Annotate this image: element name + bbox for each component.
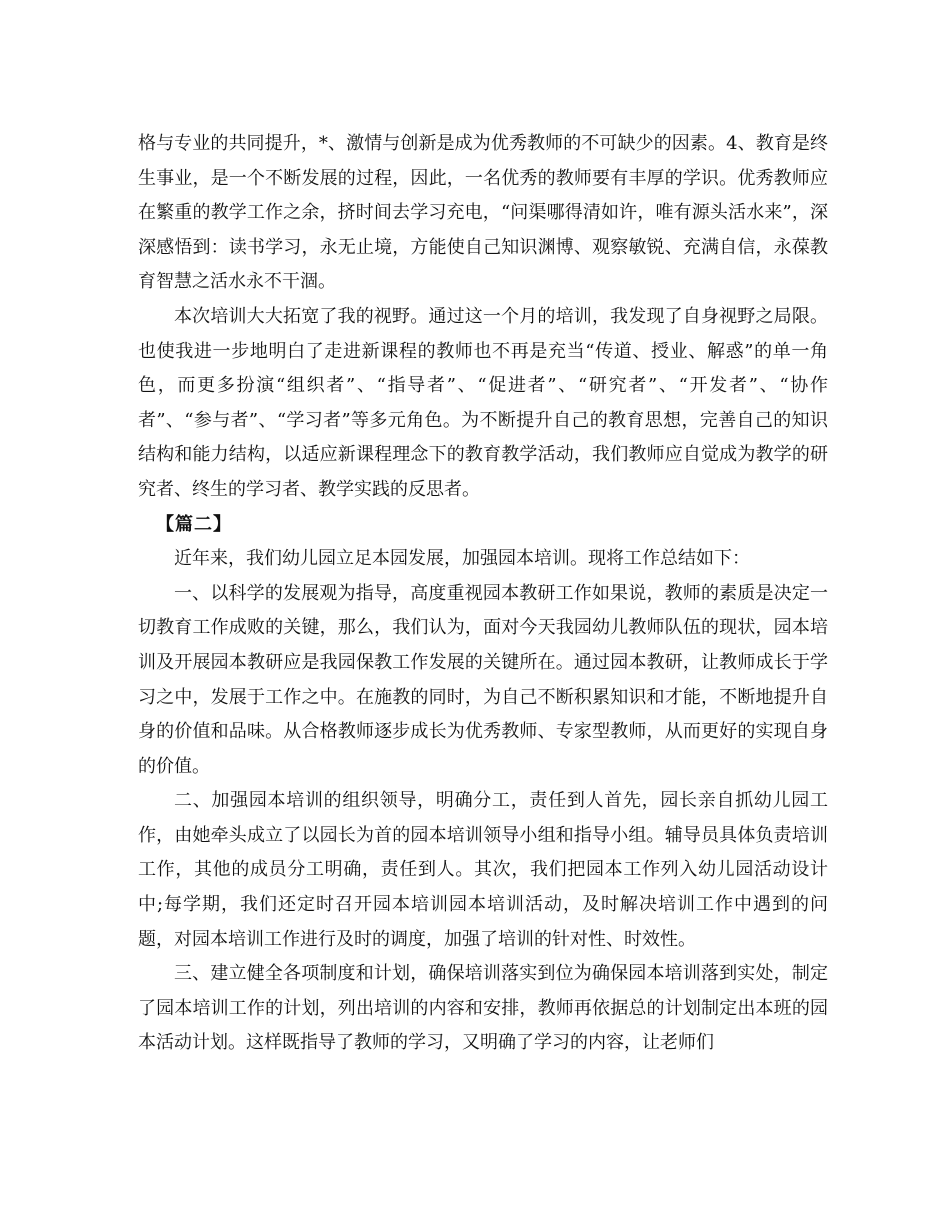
paragraph-point-one: 一、以科学的发展观为指导，高度重视园本教研工作如果说，教师的素质是决定一切教育工作成败的关键，那么，我们认为，面对今天我园幼儿教师队伍的现状，园本培训及开展园本教研应是我园保教工作发展的关键所在。通过园本教研，让教师成长于学习之中，发展于工作之中。在施教的同时，为自己不断积累知识和才能，不断地提升自身的价值和品味。从合格教师逐步成长为优秀教师、专家型教师，从而更好的实现自身的价值。 [138,582,828,777]
paragraph-training-reflection: 本次培训大大拓宽了我的视野。通过这一个月的培训，我发现了自身视野之局限。也使我进一步地明白了走进新课程的教师也不再是充当“传道、授业、解惑”的单一角色，而更多扮演“组织者”、“指导者”、“促进者”、“研究者”、“开发者”、“协作者”、“参与者”、“学习者”等多元角色。为不断提升自己的教育思想，完善自己的知识结构和能力结构，以适应新课程理念下的教育教学活动，我们教师应自觉成为教学的研究者、终生的学习者、教学实践的反思者。 [138,305,828,500]
document-body [138,127,828,1061]
paragraph-continuation: 格与专业的共同提升，*、激情与创新是成为优秀教师的不可缺少的因素。4、教育是终生事业，是一个不断发展的过程，因此，一名优秀的教师要有丰厚的学识。优秀教师应在繁重的教学工作之余，挤时间去学习充电，“问渠哪得清如许，唯有源头活水来”，深深感悟到：读书学习，永无止境，方能使自己知识渊博、观察敏锐、充满自信，永葆教育智慧之活水永不干涸。 [138,133,828,293]
section-heading: 【篇二】 [156,513,232,535]
paragraph-intro: 近年来，我们幼儿园立足本园发展，加强园本培训。现将工作总结如下： [174,548,750,570]
paragraph-point-two: 二、加强园本培训的组织领导，明确分工，责任到人首先，园长亲自抓幼儿园工作，由她牵头成立了以园长为首的园本培训领导小组和指导小组。辅导员具体负责培训工作，其他的成员分工明确，责任到人。其次，我们把园本工作列入幼儿园活动设计中;每学期，我们还定时召开园本培训园本培训活动，及时解决培训工作中遇到的问题，对园本培训工作进行及时的调度，加强了培训的针对性、时效性。 [138,790,828,950]
paragraph-point-three: 三、建立健全各项制度和计划，确保培训落实到位为确保园本培训落到实处，制定了园本培训工作的计划，列出培训的内容和安排，教师再依据总的计划制定出本班的园本活动计划。这样既指导了教师的学习，又明确了学习的内容，让老师们 [138,963,828,1054]
